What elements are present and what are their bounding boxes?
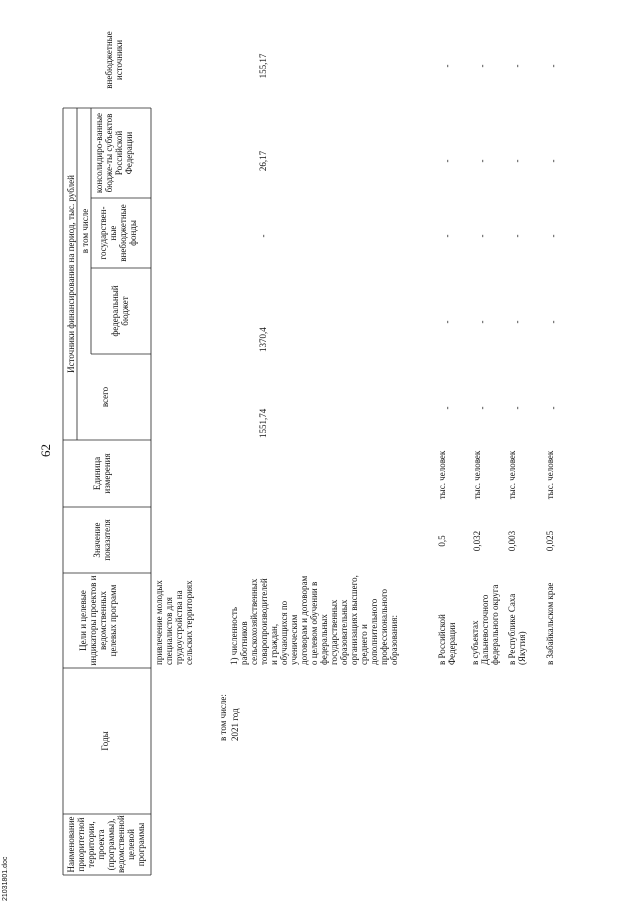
row-state-funds: - bbox=[548, 234, 558, 238]
row-state-funds: - bbox=[477, 234, 487, 238]
row-value: 0,5 bbox=[437, 535, 447, 547]
total-value: 1551,74 bbox=[258, 408, 268, 438]
page-number: 62 bbox=[38, 444, 53, 457]
intro-text: привлечение молодых специалистов для трудоустройства на сельских территориях bbox=[154, 580, 194, 665]
row-unit: тыс. человек bbox=[545, 450, 555, 500]
federal-value: 1370,4 bbox=[258, 327, 268, 352]
row-region: в Забайкальском крае bbox=[545, 582, 555, 665]
row-regional: - bbox=[442, 159, 452, 163]
row-state-funds: - bbox=[442, 234, 452, 238]
row-unit: тыс. человек bbox=[472, 450, 482, 500]
row-regional: - bbox=[548, 159, 558, 163]
row-total: - bbox=[442, 406, 452, 410]
row-region: в Республике Саха (Якутия) bbox=[507, 593, 527, 665]
row-value: 0,032 bbox=[472, 530, 482, 552]
header-name: Наименование приоритетной территории, проекта (программы), ведомственной целевой программы bbox=[66, 815, 146, 873]
row-region: в субъектах Дальневосточного федерального округа bbox=[470, 584, 500, 665]
header-goals: Цели и целевые индикаторы проектов и ведомственных целевых программ bbox=[78, 575, 118, 666]
row-extrabudget: - bbox=[442, 64, 452, 68]
row-federal: - bbox=[477, 320, 487, 324]
header-federal: федеральный бюджет bbox=[110, 285, 130, 337]
header-value: Значение показателя bbox=[92, 519, 112, 561]
row-unit: тыс. человек bbox=[437, 450, 447, 500]
row-total: - bbox=[477, 406, 487, 410]
row-region: в Российской Федерации bbox=[437, 614, 457, 665]
header-years: Годы bbox=[100, 731, 110, 751]
row-state-funds: - bbox=[512, 234, 522, 238]
row-federal: - bbox=[512, 320, 522, 324]
year-label: 2021 год bbox=[230, 708, 240, 741]
header-including: в том числе bbox=[80, 208, 90, 254]
header-sources: Источники финансирования на период, тыс. рублей bbox=[66, 175, 76, 373]
header-extrabudget: внебюджетные источники bbox=[104, 31, 124, 89]
row-total: - bbox=[548, 406, 558, 410]
row-federal: - bbox=[442, 320, 452, 324]
state-funds-value: - bbox=[258, 234, 268, 238]
indicator-text: 1) численность работников сельскохозяйственных товаропроизводителей и граждан, обучающихся по ученическим договорам и договорам о целевом обучении в федеральных государственных образовательных организациях высшего, среднего и дополнительного профессионального образования: bbox=[229, 575, 399, 665]
extrabudget-value: 155,17 bbox=[258, 53, 268, 79]
row-extrabudget: - bbox=[477, 64, 487, 68]
row-value: 0,003 bbox=[507, 530, 517, 552]
regional-value: 26,17 bbox=[258, 150, 268, 172]
in-total-label: в том числе: bbox=[218, 694, 228, 741]
row-federal: - bbox=[548, 320, 558, 324]
header-regional: консолидиро-ванные бюдже-ты субъектов Российской Федерации bbox=[94, 112, 134, 194]
row-regional: - bbox=[477, 159, 487, 163]
header-total: всего bbox=[100, 386, 110, 408]
row-unit: тыс. человек bbox=[507, 450, 517, 500]
header-unit: Единица измерения bbox=[92, 453, 112, 494]
row-value: 0,025 bbox=[545, 530, 555, 552]
header-state-funds: государствен-ные внебюджетные фонды bbox=[98, 204, 138, 262]
row-extrabudget: - bbox=[512, 64, 522, 68]
row-regional: - bbox=[512, 159, 522, 163]
row-total: - bbox=[512, 406, 522, 410]
file-name: 21031801.doc bbox=[2, 856, 9, 901]
row-extrabudget: - bbox=[548, 64, 558, 68]
